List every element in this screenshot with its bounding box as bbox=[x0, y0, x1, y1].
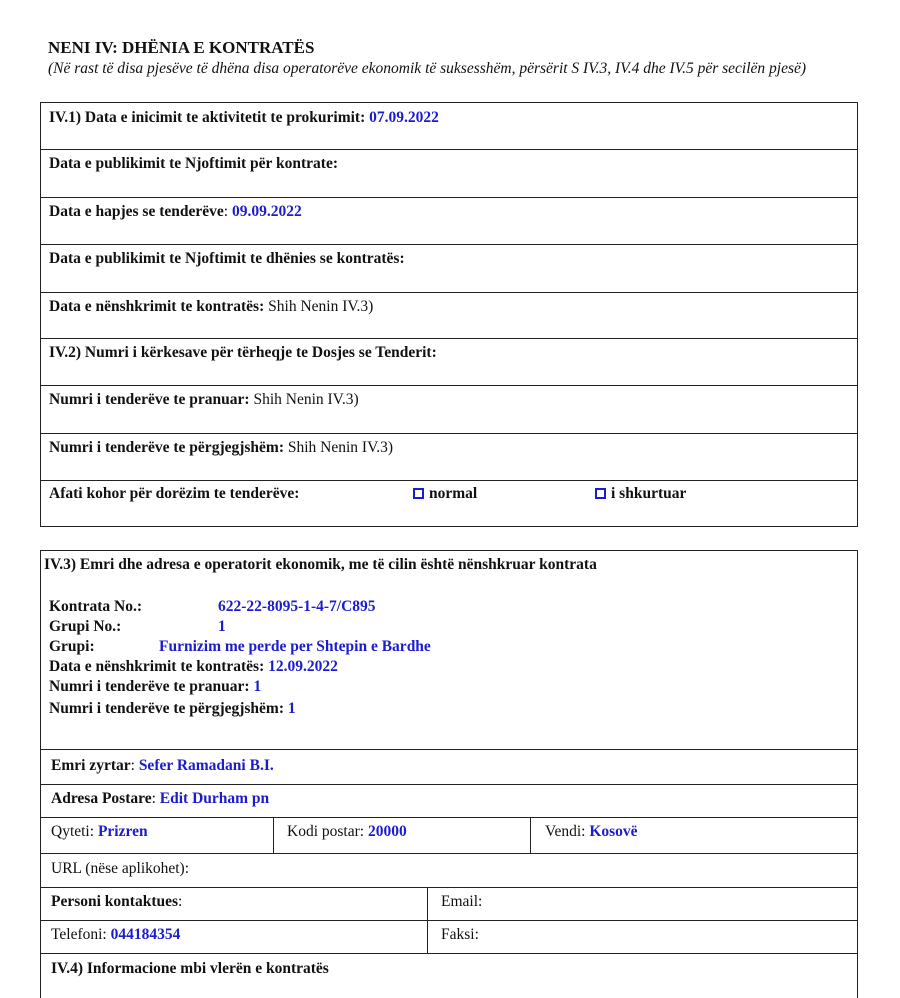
city-value: Prizren bbox=[97, 823, 148, 840]
accepted-tenders-label: Numri i tenderëve te pranuar: bbox=[49, 391, 250, 408]
page-title: NENI IV: DHËNIA E KONTRATËS bbox=[48, 38, 315, 57]
row-publication-notice bbox=[41, 149, 857, 198]
postal-address-label: Adresa Postare bbox=[51, 790, 152, 807]
publication-notice-label: Data e publikimit te Njoftimit për kontrate: bbox=[49, 155, 339, 172]
fax-label: Faksi: bbox=[441, 926, 479, 943]
row-postal-address: Adresa Postare: Edit Durham pn bbox=[41, 783, 857, 818]
checkbox-icon[interactable] bbox=[595, 488, 606, 499]
option-shortened[interactable] bbox=[595, 485, 686, 503]
postal-code-label: Kodi postar: bbox=[287, 823, 368, 840]
option-normal[interactable] bbox=[413, 485, 477, 503]
deadline-label: Afati kohor për dorëzim te tenderëve: bbox=[49, 485, 300, 502]
contact-label: Personi kontaktues bbox=[51, 893, 179, 910]
official-name-value: Sefer Ramadani B.I. bbox=[138, 757, 274, 774]
row-phone bbox=[41, 920, 857, 954]
row-url bbox=[41, 853, 857, 888]
section-iv1-box bbox=[40, 102, 858, 527]
responsive-tenders-label: Numri i tenderëve te përgjegjshëm: bbox=[49, 439, 284, 456]
responsive-value: 1 bbox=[284, 700, 296, 717]
row-signing-date bbox=[41, 292, 857, 339]
country-label: Vendi: bbox=[545, 823, 590, 840]
row-opening-date bbox=[41, 197, 857, 245]
option-normal-label: normal bbox=[429, 485, 478, 502]
row-official-name: Emri zyrtar: Sefer Ramadani B.I. bbox=[41, 749, 857, 785]
checkbox-icon[interactable] bbox=[413, 488, 424, 499]
row-city bbox=[41, 817, 857, 854]
row-responsive-tenders bbox=[41, 433, 857, 481]
city-label: Qyteti: bbox=[51, 823, 98, 840]
postal-code-value: 20000 bbox=[367, 823, 407, 840]
section-iv4-heading: IV.4) Informacione mbi vlerën e kontratës bbox=[51, 960, 329, 977]
row-award-publication bbox=[41, 244, 857, 293]
section-note: (Në rast të disa pjesëve të dhëna disa operatorëve ekonomik të suksesshëm, përsërit S IV.3, IV.4 dhe IV.5 për secilën pjesë) bbox=[48, 60, 807, 77]
group-no-value: 1 bbox=[218, 618, 226, 635]
accepted-value: 1 bbox=[249, 678, 262, 695]
option-shortened-label: i shkurtuar bbox=[611, 485, 687, 502]
phone-value: 044184354 bbox=[110, 926, 181, 943]
initiation-date-value: 07.09.2022 bbox=[365, 109, 439, 126]
signing-date-plain: Shih Nenin IV.3) bbox=[264, 298, 374, 315]
contract-no-value: 622-22-8095-1-4-7/C895 bbox=[218, 598, 376, 615]
row-initiation-date bbox=[41, 103, 857, 150]
row-contact: Personi kontaktues: Email: bbox=[41, 887, 857, 921]
withdrawal-requests-label: IV.2) Numri i kërkesave për tërheqje te Dosjes se Tenderit: bbox=[49, 344, 437, 361]
contract-no-label: Kontrata No.: bbox=[49, 598, 142, 615]
sign-date-value: 12.09.2022 bbox=[264, 658, 338, 675]
phone-label: Telefoni: bbox=[51, 926, 111, 943]
row-withdrawal-requests bbox=[41, 338, 857, 386]
section-iv3-box bbox=[40, 550, 858, 998]
section-iv3-heading: IV.3) Emri dhe adresa e operatorit ekonomik, me të cilin është nënshkruar kontrata bbox=[44, 556, 597, 573]
official-name-label: Emri zyrtar bbox=[51, 757, 131, 774]
group-value: Furnizim me perde per Shtepin e Bardhe bbox=[159, 638, 431, 655]
group-no-label: Grupi No.: bbox=[49, 618, 122, 635]
postal-address-value: Edit Durham pn bbox=[159, 790, 270, 807]
opening-date-value: 09.09.2022 bbox=[231, 203, 302, 220]
award-publication-label: Data e publikimit te Njoftimit te dhënies se kontratës: bbox=[49, 250, 405, 267]
accepted-label: Numri i tenderëve te pranuar: bbox=[49, 678, 250, 695]
group-label: Grupi: bbox=[49, 638, 95, 655]
sign-date-label: Data e nënshkrimit te kontratës: bbox=[49, 658, 265, 675]
accepted-tenders-plain: Shih Nenin IV.3) bbox=[249, 391, 359, 408]
signing-date-label: Data e nënshkrimit te kontratës: bbox=[49, 298, 265, 315]
responsive-tenders-plain: Shih Nenin IV.3) bbox=[284, 439, 394, 456]
responsive-label: Numri i tenderëve te përgjegjshëm: bbox=[49, 700, 284, 717]
row-deadline bbox=[49, 485, 299, 503]
url-label: URL (nëse aplikohet): bbox=[51, 860, 190, 877]
opening-date-label: Data e hapjes se tenderëve bbox=[49, 203, 224, 220]
opening-date-sep: : bbox=[223, 203, 232, 220]
row-accepted-tenders bbox=[41, 385, 857, 434]
initiation-date-label: IV.1) Data e inicimit te aktivitetit te prokurimit: bbox=[49, 109, 366, 126]
country-value: Kosovë bbox=[589, 823, 638, 840]
email-label: Email: bbox=[441, 893, 483, 910]
